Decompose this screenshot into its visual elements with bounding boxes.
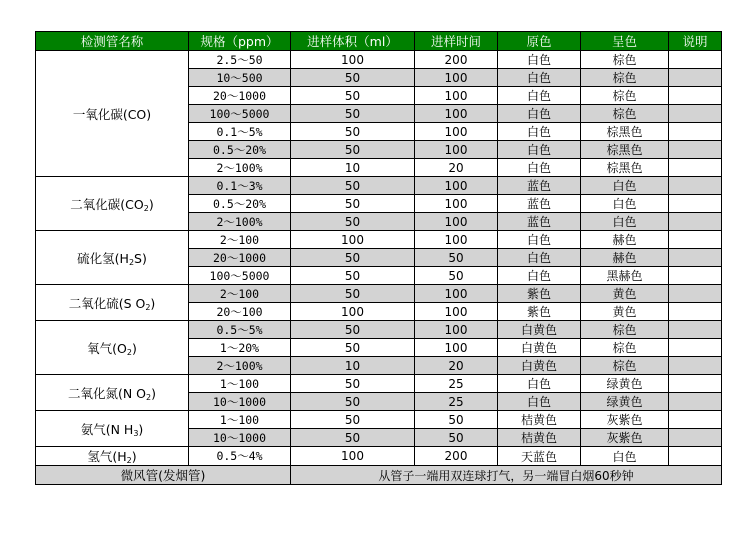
table-row [36,51,722,69]
notes-cell [669,141,722,159]
spec-cell: 10～1000 [189,393,291,411]
notes-cell [669,321,722,339]
volume-cell: 10 [291,159,415,177]
result-color-cell: 灰紫色 [581,429,669,447]
spec-cell: 20～1000 [189,87,291,105]
notes-cell [669,159,722,177]
result-color-cell: 棕黑色 [581,159,669,177]
notes-cell [669,69,722,87]
volume-cell: 100 [291,303,415,321]
volume-cell: 50 [291,213,415,231]
spec-cell: 2～100% [189,213,291,231]
result-color-cell: 黄色 [581,285,669,303]
original-color-cell: 白色 [498,249,581,267]
tube-name-subscript: 2 [145,302,151,312]
notes-cell [669,267,722,285]
spec-cell: 0.5～20% [189,195,291,213]
time-cell: 20 [415,357,498,375]
tube-name-suffix: ) [138,421,144,437]
spec-cell: 2～100 [189,285,291,303]
tube-name-subscript: 2 [126,456,132,465]
time-cell: 25 [415,393,498,411]
notes-cell [669,177,722,195]
result-color-cell: 棕色 [581,357,669,375]
spec-cell: 1～20% [189,339,291,357]
tube-name-suffix: ) [150,295,156,311]
volume-cell: 50 [291,285,415,303]
notes-cell [669,411,722,429]
spec-cell: 20～1000 [189,249,291,267]
notes-cell [669,393,722,411]
original-color-cell: 白色 [498,231,581,249]
result-color-cell: 赫色 [581,249,669,267]
tube-name-cell [36,51,189,177]
result-color-cell: 白色 [581,447,669,466]
time-cell: 100 [415,303,498,321]
result-color-cell: 棕黑色 [581,123,669,141]
original-color-cell: 白黄色 [498,321,581,339]
notes-cell [669,105,722,123]
spec-cell: 0.5～5% [189,321,291,339]
original-color-cell: 白黄色 [498,357,581,375]
spec-cell: 2～100% [189,357,291,375]
original-color-cell: 白色 [498,159,581,177]
notes-cell [669,231,722,249]
volume-cell: 50 [291,105,415,123]
time-cell: 50 [415,249,498,267]
tube-name-text: 氧气(O [87,340,127,356]
tube-name-subscript: 3 [133,428,139,438]
tube-name-subscript: 2 [126,347,132,357]
time-cell: 100 [415,339,498,357]
tube-name-cell [36,231,189,285]
original-color-cell: 天蓝色 [498,447,581,466]
result-color-cell: 棕色 [581,105,669,123]
tube-name-subscript: 2 [128,257,135,267]
tube-name-cell [36,321,189,375]
original-color-cell: 白色 [498,51,581,69]
time-cell: 50 [415,411,498,429]
spec-cell: 0.5～20% [189,141,291,159]
result-color-cell: 绿黄色 [581,375,669,393]
volume-cell: 50 [291,267,415,285]
tube-name-suffix: ) [148,196,154,212]
result-color-cell: 黑赫色 [581,267,669,285]
tube-name-text: 氢气(H [87,449,127,464]
volume-cell: 50 [291,339,415,357]
original-color-cell: 紫色 [498,285,581,303]
original-color-cell: 白色 [498,393,581,411]
spec-cell: 10～1000 [189,429,291,447]
spec-cell: 0.1～5% [189,123,291,141]
notes-cell [669,213,722,231]
result-color-cell: 棕色 [581,69,669,87]
col-header-original-color: 原色 [498,32,581,51]
col-header-sample-time: 进样时间 [415,32,498,51]
tube-name-subscript: 2 [143,203,149,213]
spec-cell: 20～100 [189,303,291,321]
volume-cell: 100 [291,447,415,466]
tube-name-cell [36,285,189,321]
volume-cell: 50 [291,123,415,141]
original-color-cell: 白色 [498,267,581,285]
original-color-cell: 白色 [498,69,581,87]
table-row [36,447,722,466]
time-cell: 200 [415,51,498,69]
time-cell: 25 [415,375,498,393]
time-cell: 100 [415,69,498,87]
volume-cell: 50 [291,375,415,393]
spec-cell: 2～100% [189,159,291,177]
table-row [36,285,722,303]
tube-name-suffix: ) [151,385,157,401]
original-color-cell: 蓝色 [498,195,581,213]
result-color-cell: 白色 [581,213,669,231]
result-color-cell: 白色 [581,195,669,213]
table-row [36,231,722,249]
spec-cell: 0.1～3% [189,177,291,195]
volume-cell: 50 [291,249,415,267]
footer-row [36,466,722,485]
volume-cell: 50 [291,393,415,411]
spec-cell: 1～100 [189,411,291,429]
original-color-cell: 白色 [498,141,581,159]
tube-name-text: 二氧化氮(N O [67,385,147,401]
time-cell: 100 [415,87,498,105]
original-color-cell: 白色 [498,105,581,123]
tube-name-text: 氨气(N H [80,421,134,437]
original-color-cell: 白黄色 [498,339,581,357]
col-header-tube-name: 检测管名称 [36,32,189,51]
volume-cell: 50 [291,321,415,339]
tube-name-subscript: 2 [146,392,152,402]
notes-cell [669,285,722,303]
time-cell: 100 [415,105,498,123]
notes-cell [669,303,722,321]
tube-name-cell [36,447,189,466]
notes-cell [669,375,722,393]
time-cell: 50 [415,429,498,447]
result-color-cell: 黄色 [581,303,669,321]
tube-name-cell [36,375,189,411]
volume-cell: 50 [291,177,415,195]
time-cell: 100 [415,195,498,213]
tube-name-text: 硫化氢(H [77,250,129,266]
time-cell: 100 [415,321,498,339]
spec-cell: 2.5～50 [189,51,291,69]
volume-cell: 100 [291,51,415,69]
result-color-cell: 棕黑色 [581,141,669,159]
table-row [36,321,722,339]
volume-cell: 50 [291,195,415,213]
result-color-cell: 赫色 [581,231,669,249]
tube-name-suffix: ) [131,449,137,464]
spec-cell: 2～100 [189,231,291,249]
time-cell: 100 [415,123,498,141]
smoke-tube-name-cell: 微风管(发烟管) [36,466,291,485]
original-color-cell: 白色 [498,375,581,393]
tube-name-suffix: ) [131,340,137,356]
result-color-cell: 棕色 [581,321,669,339]
volume-cell: 50 [291,411,415,429]
original-color-cell: 白色 [498,123,581,141]
result-color-cell: 棕色 [581,339,669,357]
notes-cell [669,51,722,69]
volume-cell: 50 [291,69,415,87]
tube-name-cell [36,177,189,231]
tube-name-text: 一氧化碳(CO) [72,106,152,122]
notes-cell [669,249,722,267]
notes-cell [669,195,722,213]
original-color-cell: 白色 [498,87,581,105]
result-color-cell: 绿黄色 [581,393,669,411]
tube-name-suffix: S) [134,250,147,266]
volume-cell: 10 [291,357,415,375]
notes-cell [669,357,722,375]
result-color-cell: 灰紫色 [581,411,669,429]
time-cell: 200 [415,447,498,466]
result-color-cell: 白色 [581,177,669,195]
time-cell: 50 [415,267,498,285]
spec-cell: 100～5000 [189,105,291,123]
notes-cell [669,87,722,105]
tube-name-cell [36,411,189,447]
time-cell: 100 [415,231,498,249]
volume-cell: 50 [291,141,415,159]
original-color-cell: 蓝色 [498,177,581,195]
spec-cell: 100～5000 [189,267,291,285]
time-cell: 100 [415,141,498,159]
notes-cell [669,123,722,141]
volume-cell: 50 [291,87,415,105]
original-color-cell: 桔黄色 [498,429,581,447]
notes-cell [669,447,722,466]
result-color-cell: 棕色 [581,51,669,69]
spec-cell: 10～500 [189,69,291,87]
smoke-tube-note-cell: 从管子一端用双连球打气，另一端冒白烟60秒钟 [291,466,722,485]
time-cell: 100 [415,213,498,231]
tube-name-text: 二氧化硫(S O [68,295,146,311]
table-row [36,411,722,429]
spec-cell: 1～100 [189,375,291,393]
original-color-cell: 桔黄色 [498,411,581,429]
notes-cell [669,339,722,357]
table-row [36,375,722,393]
col-header-notes: 说明 [669,32,722,51]
header-row [36,32,722,51]
col-header-sample-volume: 进样体积（ml） [291,32,415,51]
gas-tube-spec-table [35,31,722,485]
time-cell: 100 [415,285,498,303]
col-header-result-color: 呈色 [581,32,669,51]
time-cell: 100 [415,177,498,195]
original-color-cell: 紫色 [498,303,581,321]
table-row [36,177,722,195]
volume-cell: 100 [291,231,415,249]
volume-cell: 50 [291,429,415,447]
tube-name-text: 二氧化碳(CO [70,196,144,212]
col-header-spec: 规格（ppm） [189,32,291,51]
time-cell: 20 [415,159,498,177]
result-color-cell: 棕色 [581,87,669,105]
original-color-cell: 蓝色 [498,213,581,231]
notes-cell [669,429,722,447]
spec-cell: 0.5～4% [189,447,291,466]
